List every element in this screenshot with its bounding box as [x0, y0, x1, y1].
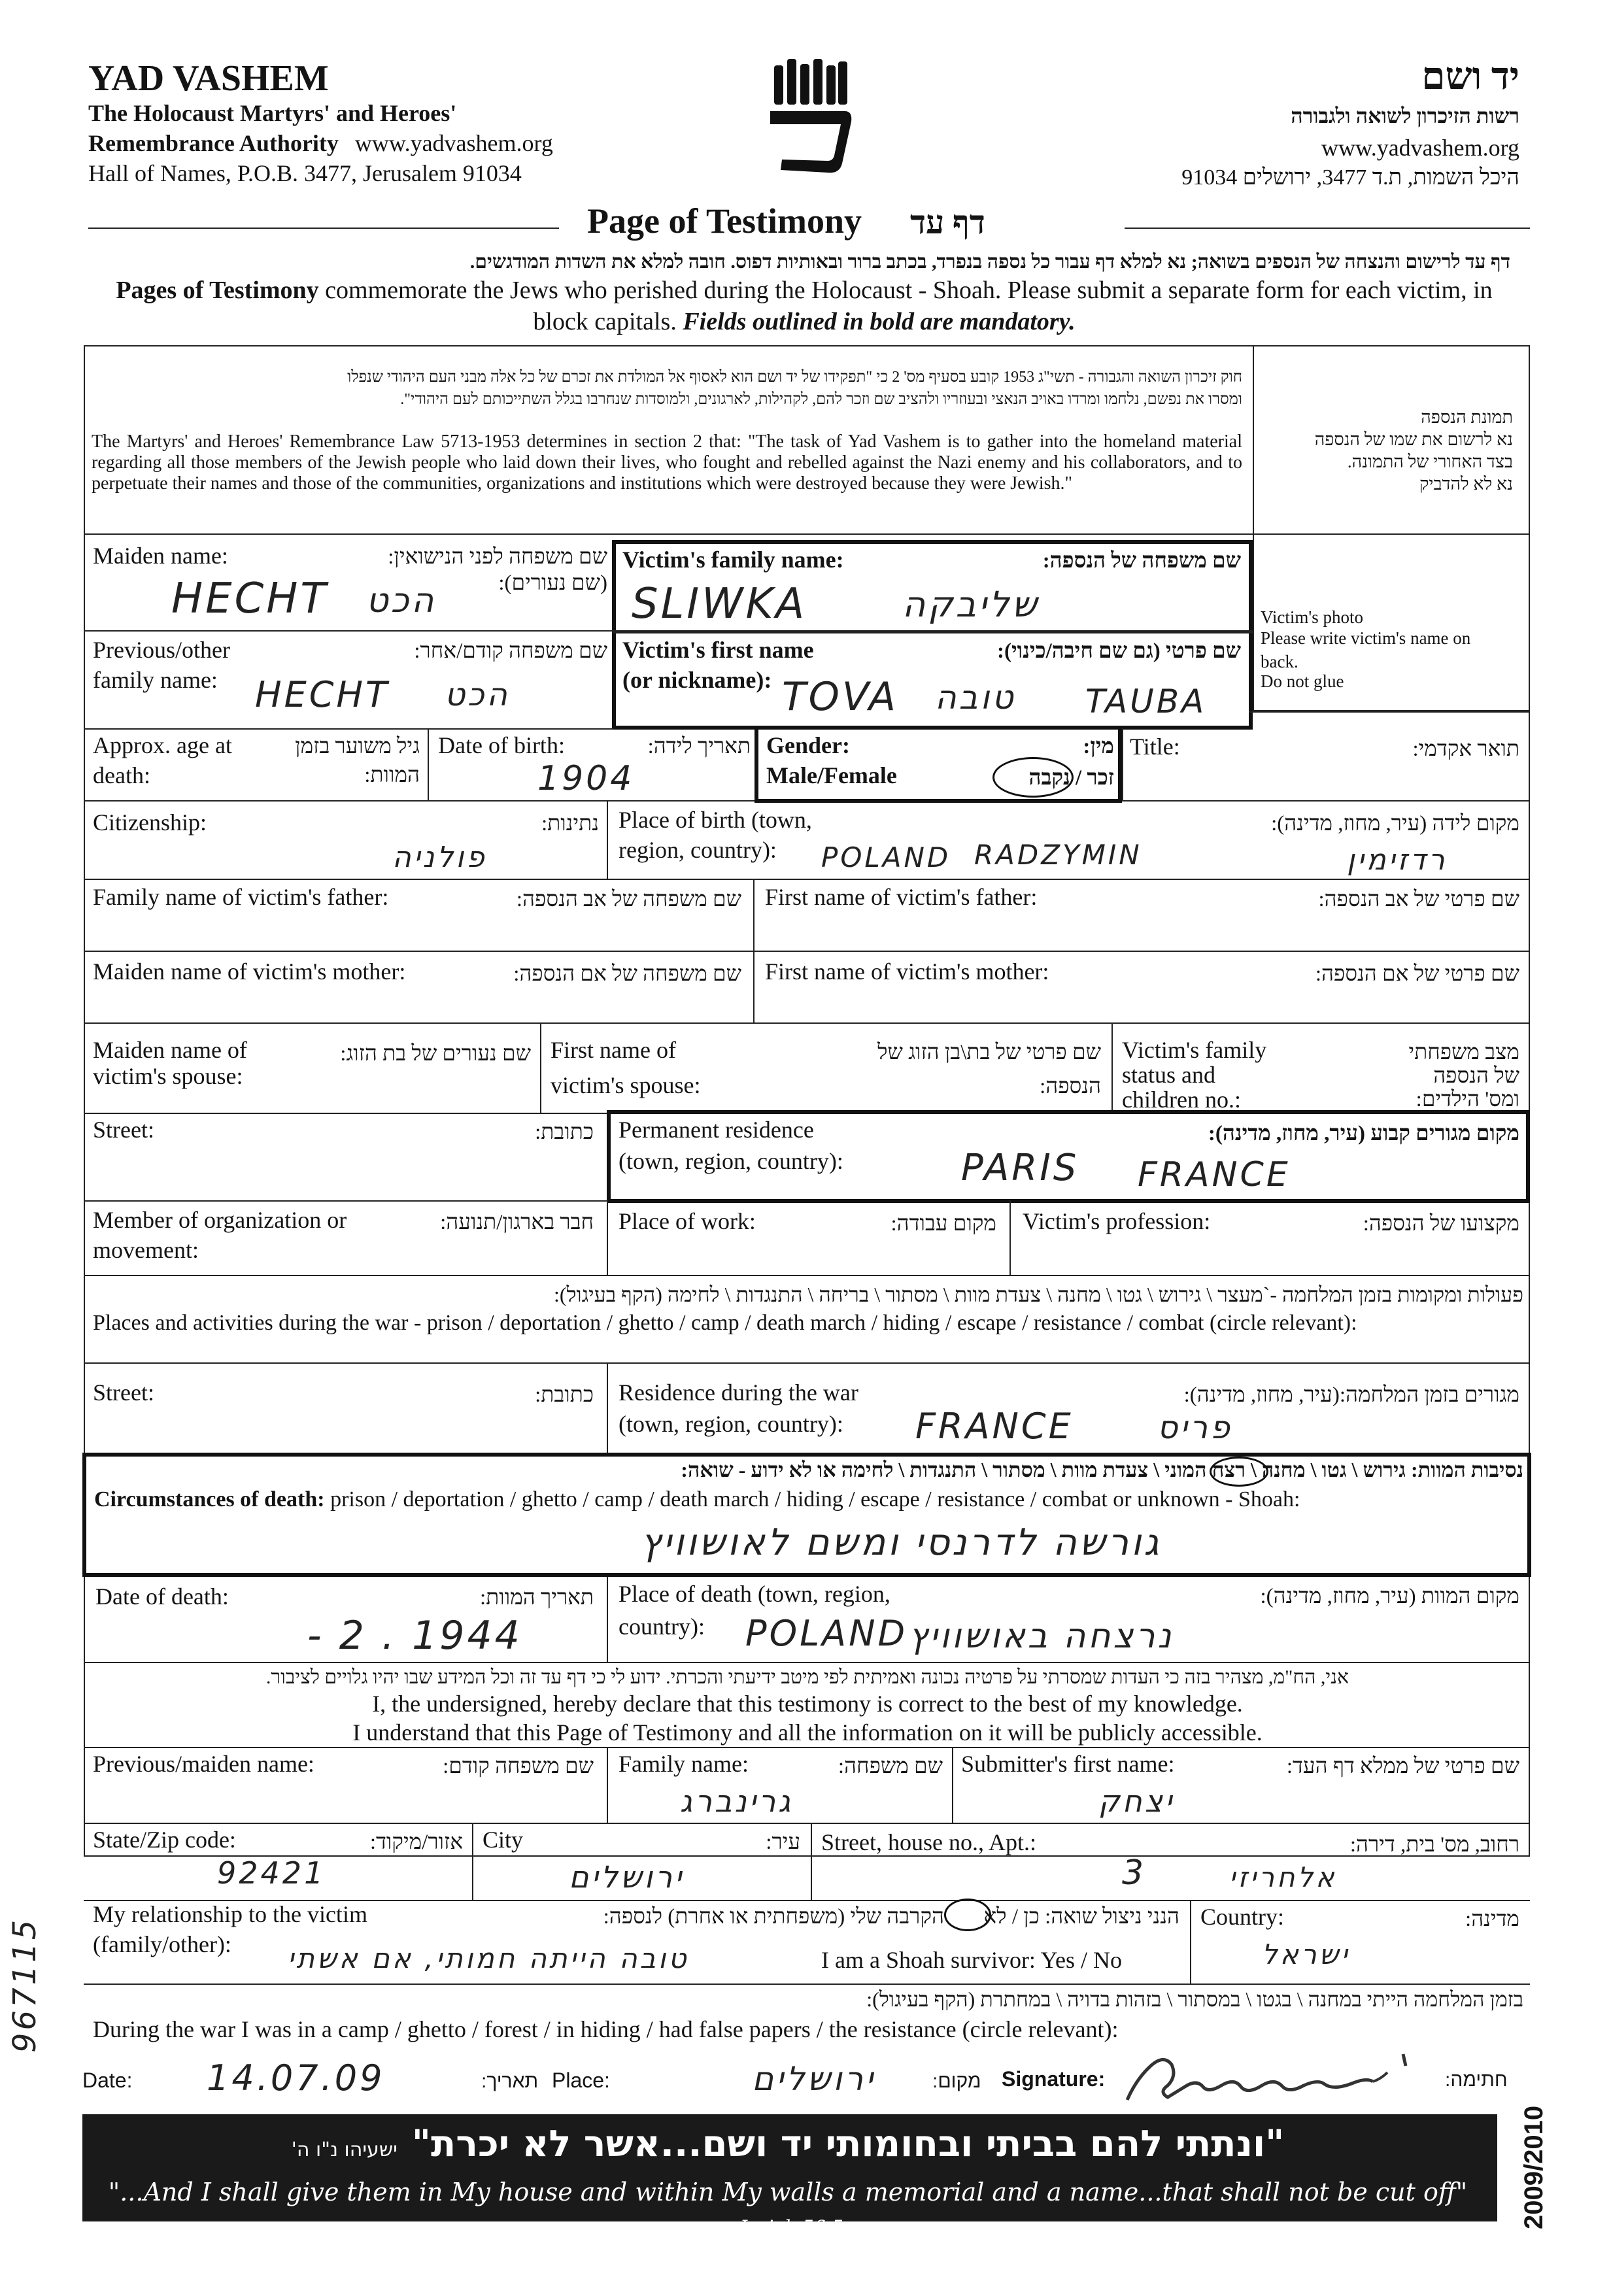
submitter-zip-value[interactable]: 92421	[217, 1855, 326, 1891]
title-label-he: תואר אקדמי:	[1412, 737, 1519, 761]
pob-value-he[interactable]: רדזימין	[1347, 843, 1448, 877]
grid-line	[607, 800, 608, 879]
spouse-maiden-label-2: victim's spouse:	[93, 1063, 243, 1089]
relation-label-1: My relationship to the victim	[93, 1901, 367, 1927]
submitter-prev-name-label: Previous/maiden name:	[93, 1751, 314, 1777]
relation-label-he: הקרבה שלי (משפחתית או אחרת) לנספה:	[603, 1905, 944, 1929]
war-residence-value-he[interactable]: פריס	[1157, 1410, 1232, 1446]
grid-line	[607, 1362, 608, 1453]
photo-he-4: נא לא להדביק	[1419, 474, 1513, 494]
grid-line	[1249, 711, 1530, 713]
father-first-label: First name of victim's father:	[765, 884, 1038, 910]
country-label-he: מדינה:	[1465, 1908, 1519, 1931]
gender-label-2: Male/Female	[766, 762, 897, 788]
grid-line	[84, 1823, 1530, 1824]
maiden-name-value-he[interactable]: הכט	[366, 581, 437, 620]
submitter-street-value[interactable]: 3	[1122, 1853, 1147, 1893]
first-name-value-2[interactable]: TAUBA	[1085, 683, 1207, 720]
country-label: Country:	[1200, 1904, 1285, 1930]
dob-label-he: תאריך לידה:	[647, 735, 751, 758]
submitter-zip-label-he: אזור/מיקוד:	[369, 1831, 463, 1854]
edition-label: 2009/2010	[1519, 2105, 1548, 2229]
prev-family-label-2: family name:	[93, 667, 218, 693]
prev-family-value[interactable]: HECHT	[255, 674, 390, 715]
website-he[interactable]: www.yadvashem.org	[1321, 135, 1519, 161]
residence-label-he: מקום מגורים קבוע (עיר, מחוז, מדינה):	[1208, 1122, 1519, 1145]
grid-line	[753, 879, 755, 1022]
submitter-street-value-he[interactable]: אלחריזי	[1229, 1861, 1337, 1893]
grid-line	[1190, 1900, 1191, 1984]
footer-quote-ref-en: Isaiah 56:5	[740, 2216, 843, 2238]
pob-label-2: region, country):	[619, 837, 777, 863]
profession-label: Victim's profession:	[1023, 1208, 1211, 1234]
spouse-first-label-2: victim's spouse:	[551, 1072, 701, 1098]
war-residence-label-he: מגורים בזמן המלחמה:(עיר, מחוז, מדינה):	[1183, 1383, 1519, 1407]
gender-label-1: Gender:	[766, 732, 850, 758]
submitter-family-value-he[interactable]: גרינברג	[680, 1783, 794, 1819]
grid-line	[1122, 728, 1123, 800]
first-name-label-he: שם פרטי (גם שם חיבה/כינוי):	[997, 639, 1241, 663]
mother-first-label-he: שם פרטי של אם הנספה:	[1315, 962, 1519, 986]
submitter-city-label: City	[483, 1827, 524, 1853]
mother-maiden-label-he: שם משפחה של אם הנספה:	[513, 962, 741, 986]
maiden-name-label-he: שם משפחה לפני הנישואין:	[388, 545, 607, 569]
death-date-label-he: תאריך המוות:	[480, 1586, 594, 1610]
submitter-first-value-he[interactable]: יצחק	[1098, 1783, 1175, 1819]
death-place-label-he: מקום המוות (עיר, מחוז, מדינה):	[1260, 1585, 1519, 1608]
sig-date-label: Date:	[82, 2068, 133, 2092]
grid-line	[84, 1200, 613, 1202]
intro-hebrew: דף עד לרישום והנצחה של הנספים בשואה; נא למלא דף עבור כל נספה בנפרד, בכתב ברור ובאותיות דפוס. חובה למלא את השדות המודגשים.	[469, 251, 1510, 273]
submitter-family-label-he: שם משפחה:	[838, 1755, 943, 1778]
submitter-street-label-he: רחוב, מס' בית, דירה:	[1349, 1833, 1519, 1857]
pob-label-1: Place of birth (town,	[619, 807, 812, 833]
father-family-label: Family name of victim's father:	[93, 884, 389, 910]
header-rule-right	[1125, 228, 1530, 229]
sig-place-label-he: מקום:	[932, 2070, 981, 2092]
margin-number: 967115	[7, 1917, 43, 2053]
declaration-en-2: I understand that this Page of Testimony and all the information on it will be publicly accessible.	[352, 1719, 1263, 1746]
photo-he-2: נא לרשום את שמו של הנספה	[1314, 430, 1513, 449]
maiden-name-label: Maiden name:	[93, 543, 228, 569]
footer-quote-ref-he: ישעיהו נ"ו ה'	[291, 2138, 398, 2161]
grid-line	[1009, 1200, 1011, 1275]
grid-line	[84, 1362, 1530, 1364]
sig-signature-label-he: חתימה:	[1445, 2069, 1508, 2091]
title-label: Title:	[1130, 734, 1180, 760]
circumstances-en-bold: Circumstances of death:	[94, 1487, 325, 1511]
first-name-value-he[interactable]: טובה	[935, 679, 1016, 717]
death-date-label: Date of death:	[95, 1583, 229, 1610]
grid-line	[607, 1577, 608, 1662]
death-date-value[interactable]: - 2 . 1944	[307, 1613, 522, 1659]
grid-line	[952, 1747, 953, 1823]
grid-line	[84, 1662, 1530, 1663]
photo-he-1: תמונת הנספה	[1421, 407, 1513, 427]
maiden-name-value[interactable]: HECHT	[171, 575, 329, 623]
age-label-2: death:	[93, 762, 150, 788]
footer-quote-en: "...And I shall give them in My house and within My walls a memorial and a name...that shall not be cut off"	[108, 2178, 1468, 2206]
org-line2-en	[88, 128, 553, 158]
family-name-value[interactable]: SLIWKA	[632, 580, 807, 628]
member-label-he: חבר בארגון/תנועה:	[440, 1211, 594, 1234]
gender-female-circle[interactable]	[992, 757, 1074, 798]
law-hebrew-line2: ומסרו את נפשם, נלחמו ומרדו באויב הנאצי ובעוזריו ולהציב שם וזכר להם, לקהילות, לארגונים, ולמוסדות שנחרבו בגלל השתייכותם לעם היהודי".	[400, 391, 1242, 408]
submitter-city-value-he[interactable]: ירושלים	[569, 1859, 685, 1895]
age-label-1: Approx. age at	[93, 732, 232, 758]
header-rule-left	[88, 228, 559, 229]
dob-value[interactable]: 1904	[537, 759, 635, 798]
age-label-he-1: גיל משוער בזמן	[295, 735, 420, 758]
spouse-maiden-label-he: שם נעורים של בת הזוג:	[340, 1042, 531, 1066]
website-en[interactable]: www.yadvashem.org	[354, 130, 553, 156]
mother-maiden-label: Maiden name of victim's mother:	[93, 958, 406, 985]
form-title-en: Page of Testimony	[587, 201, 862, 241]
country-value-he[interactable]: ישראל	[1262, 1938, 1350, 1970]
grid-line	[84, 1275, 1530, 1276]
signature-scribble[interactable]	[1125, 2040, 1465, 2112]
grid-line	[428, 728, 429, 800]
law-hebrew-line1: חוק זיכרון השואה והגבורה - תשי"ג 1953 קובע בסעיף מס' 2 כי "תפקידו של יד ושם הוא לאסוף אל המולדת את זכרם של כל אלה מבני העם היהודי שנפלו	[347, 369, 1242, 386]
death-place-label-1: Place of death (town, region,	[619, 1581, 890, 1607]
grid-line	[612, 630, 1253, 633]
org-line1-he: רשות הזיכרון לשואה ולגבורה	[1291, 104, 1519, 127]
grid-line	[607, 1747, 608, 1823]
grid-line	[540, 1022, 541, 1113]
org-line1-en: The Holocaust Martyrs' and Heroes'	[88, 100, 457, 126]
first-name-value[interactable]: TOVA	[782, 674, 898, 720]
war-residence-label-2: (town, region, country):	[619, 1411, 843, 1437]
intro-english	[98, 275, 1510, 337]
footer-quote-he-line	[92, 2121, 1484, 2174]
submitter-street-label: Street, house no., Apt.:	[821, 1829, 1036, 1855]
submitter-prev-name-label-he: שם משפחה קודם:	[443, 1755, 594, 1778]
father-family-label-he: שם משפחה של אב הנספה:	[516, 888, 741, 911]
pob-value-town[interactable]: RADZYMIN	[974, 839, 1142, 871]
first-name-label-1: Victim's first name	[622, 637, 814, 663]
profession-label-he: מקצועו של הנספה:	[1363, 1212, 1519, 1236]
survivor-no-circle[interactable]	[944, 1899, 991, 1931]
address-en: Hall of Names, P.O.B. 3477, Jerusalem 91034	[88, 160, 522, 186]
submitter-zip-label: State/Zip code:	[93, 1827, 236, 1853]
father-first-label-he: שם פרטי של אב הנספה:	[1318, 888, 1519, 911]
citizenship-label: Citizenship:	[93, 809, 207, 836]
dob-label: Date of birth:	[438, 732, 565, 758]
mother-first-label: First name of victim's mother:	[765, 958, 1049, 985]
photo-he-3: בצד האחורי של התמונה.	[1347, 452, 1513, 471]
spouse-first-label-he-1: שם פרטי של בת\בן הזוג של	[877, 1041, 1101, 1064]
sig-signature-label: Signature:	[1002, 2067, 1106, 2091]
sig-date-value[interactable]: 14.07.09	[207, 2057, 385, 2099]
war-camp-en: During the war I was in a camp / ghetto / forest / in hiding / had false papers / the resistance (circle relevant):	[93, 2016, 1119, 2042]
family-status-label-1: Victim's family	[1122, 1037, 1267, 1063]
citizenship-label-he: נתינות:	[541, 812, 599, 836]
footer-quote-en-line	[92, 2174, 1484, 2245]
circumstances-value-he[interactable]: גורשה לדרנסי ומשם לאושוויץ	[641, 1521, 1162, 1564]
grid-line	[84, 951, 1530, 952]
prev-family-label-he: שם משפחה קודם/אחר:	[414, 639, 607, 663]
residence-label-2: (town, region, country):	[619, 1148, 843, 1174]
org-name-he: יד ושם	[1421, 55, 1519, 97]
circumstances-en-text: prison / deportation / ghetto / camp / death march / hiding / escape / resistance / combat or unknown - Shoah:	[324, 1487, 1300, 1511]
war-street-label-he: כתובת:	[535, 1383, 594, 1407]
family-name-label: Victim's family name:	[622, 547, 844, 573]
street-label: Street:	[93, 1117, 154, 1143]
law-english: The Martyrs' and Heroes' Remembrance Law 5713-1953 determines in section 2 that: "The task of Yad Vashem is to gather into the homeland material regarding all those members of the Jewish people who laid down their lives, who fought and rebelled against the Nazi enemy and his collaborators, and to perpetuate their names and those of the communities, organizations and institutions which were destroyed because they were Jewish."	[92, 431, 1242, 494]
member-label-2: movement:	[93, 1237, 199, 1263]
submitter-family-label: Family name:	[619, 1751, 749, 1777]
work-label: Place of work:	[619, 1208, 756, 1234]
pob-label-he: מקום לידה (עיר, מחוז, מדינה):	[1271, 812, 1519, 836]
org-name-en: YAD VASHEM	[88, 58, 329, 99]
pob-value-country[interactable]: POLAND	[821, 841, 951, 873]
grid-line	[811, 1823, 812, 1900]
grid-line	[84, 1747, 1530, 1748]
war-activities-en: Places and activities during the war - prison / deportation / ghetto / camp / death march / hiding / escape / resistance / combat (circle relevant):	[93, 1311, 1357, 1335]
death-place-label-2: country):	[619, 1613, 705, 1640]
member-label-1: Member of organization or	[93, 1207, 347, 1233]
war-residence-value[interactable]: FRANCE	[915, 1406, 1074, 1447]
family-status-label-3: children no.:	[1122, 1087, 1241, 1113]
circumstances-he: נסיבות המוות: גירוש \ גטו \ מחנה \ רצח המוני \ צעדת מוות \ מסתור \ התנגדות \ לחימה או לא ידוע - שואה:	[681, 1458, 1523, 1481]
grid-line	[84, 1022, 1530, 1024]
submitter-first-label: Submitter's first name:	[961, 1751, 1175, 1777]
war-residence-label-1: Residence during the war	[619, 1379, 858, 1406]
war-street-label: Street:	[93, 1379, 154, 1406]
street-label-he: כתובת:	[535, 1121, 594, 1144]
grid-line	[607, 1200, 608, 1275]
family-status-label-he-3: ומס' הילדים:	[1416, 1088, 1519, 1111]
submitter-city-label-he: עיר:	[766, 1831, 800, 1854]
circumstances-camp-circle[interactable]	[1210, 1457, 1268, 1487]
first-name-label-2: (or nickname):	[622, 667, 772, 693]
submitter-first-label-he: שם פרטי של ממלא דף העד:	[1286, 1755, 1519, 1778]
grid-line	[84, 630, 613, 632]
death-place-value[interactable]: POLAND	[745, 1613, 908, 1654]
grid-line	[84, 728, 613, 730]
address-he: היכל השמות, ת.ד 3477, ירושלים 91034	[1181, 165, 1519, 190]
photo-en-3: Do not glue	[1261, 671, 1344, 691]
photo-en-1: Victim's photo	[1261, 607, 1363, 627]
circumstances-en	[94, 1485, 1300, 1514]
sig-place-label: Place:	[552, 2068, 610, 2092]
family-status-label-he-2: של הנספה	[1433, 1064, 1519, 1088]
photo-en-2: Please write victim's name on back.	[1261, 628, 1471, 671]
residence-label-1: Permanent residence	[619, 1117, 814, 1143]
intro-english-bold: Pages of Testimony	[116, 277, 319, 304]
yad-vashem-logo-icon	[765, 59, 856, 177]
prev-family-label-1: Previous/other	[93, 637, 230, 663]
sig-place-value-he[interactable]: ירושלים	[752, 2060, 876, 2098]
gender-label-he-1: מין:	[1083, 735, 1114, 758]
footer-quote-he: "ונתתי להם בביתי ובחומותי יד ושם...אשר לא יכרת"	[411, 2123, 1285, 2165]
family-name-value-he[interactable]: שליבקה	[902, 584, 1040, 625]
prev-family-value-he[interactable]: הכט	[445, 677, 510, 713]
spouse-first-label-1: First name of	[551, 1037, 676, 1063]
maiden-name-label-he2: (שם נעורים):	[498, 571, 607, 595]
intro-english-mandatory: Fields outlined in bold are mandatory.	[683, 308, 1076, 335]
family-status-label-he-1: מצב משפחתי	[1408, 1041, 1519, 1064]
survivor-label-he: הנני ניצול שואה: כן / לא	[983, 1905, 1179, 1929]
work-label-he: מקום עבודה:	[890, 1212, 996, 1236]
survivor-label: I am a Shoah survivor: Yes / No	[821, 1947, 1122, 1973]
declaration-he: אני, הח"מ, מצהיר בזה כי העדות שמסרתי על פרטיה נכונה ואמיתית לפי מיטב ידיעתי והכרתי. ידוע לי כי דף עד זה וכל המידע שבו יהיו גלויים לציבור.	[265, 1666, 1349, 1688]
form-title-he: דף עד	[910, 204, 985, 241]
age-label-he-2: המוות:	[364, 764, 420, 787]
residence-value-city[interactable]: PARIS	[961, 1147, 1079, 1189]
family-name-label-he: שם משפחה של הנספה:	[1042, 549, 1241, 573]
grid-line	[472, 1823, 473, 1900]
gender-label-he-2: זכר / נקבה	[1028, 766, 1114, 790]
grid-line	[1111, 1022, 1113, 1113]
family-status-label-2: status and	[1122, 1062, 1215, 1088]
grid-line	[84, 879, 1530, 880]
sig-date-label-he: תאריך:	[481, 2070, 539, 2092]
spouse-maiden-label-1: Maiden name of	[93, 1037, 247, 1063]
relation-value-he[interactable]: טובה הייתה חמותי, אם אשתי	[288, 1942, 689, 1974]
war-camp-he: בזמן המלחמה הייתי במחנה \ בגטו \ במסתור \ בזהות בדויה \ במחתרת (הקף בעיגול):	[866, 1987, 1523, 2011]
war-activities-he: פעולות ומקומות בזמן המלחמה -`מעצר \ גירוש \ גטו \ מחנה \ צעדת מוות \ מסתור \ בריחה \ התנגדות \ לחימה (הקף בעיגול):	[553, 1283, 1523, 1306]
residence-value-country[interactable]: FRANCE	[1138, 1155, 1291, 1194]
relation-label-2: (family/other):	[93, 1931, 231, 1957]
spouse-first-label-he-2: הנספה:	[1040, 1075, 1101, 1098]
intro-english-body: commemorate the Jews who perished during the Holocaust - Shoah. Please submit a separate form for each victim, in block capitals.	[318, 277, 1493, 335]
org-line2-en-text: Remembrance Authority	[88, 130, 339, 156]
declaration-en-1: I, the undersigned, hereby declare that this testimony is correct to the best of my knowledge.	[372, 1691, 1243, 1717]
citizenship-value-he[interactable]: פולניה	[392, 841, 487, 874]
death-place-value-he[interactable]: נרצחה באושוויץ	[909, 1617, 1174, 1656]
